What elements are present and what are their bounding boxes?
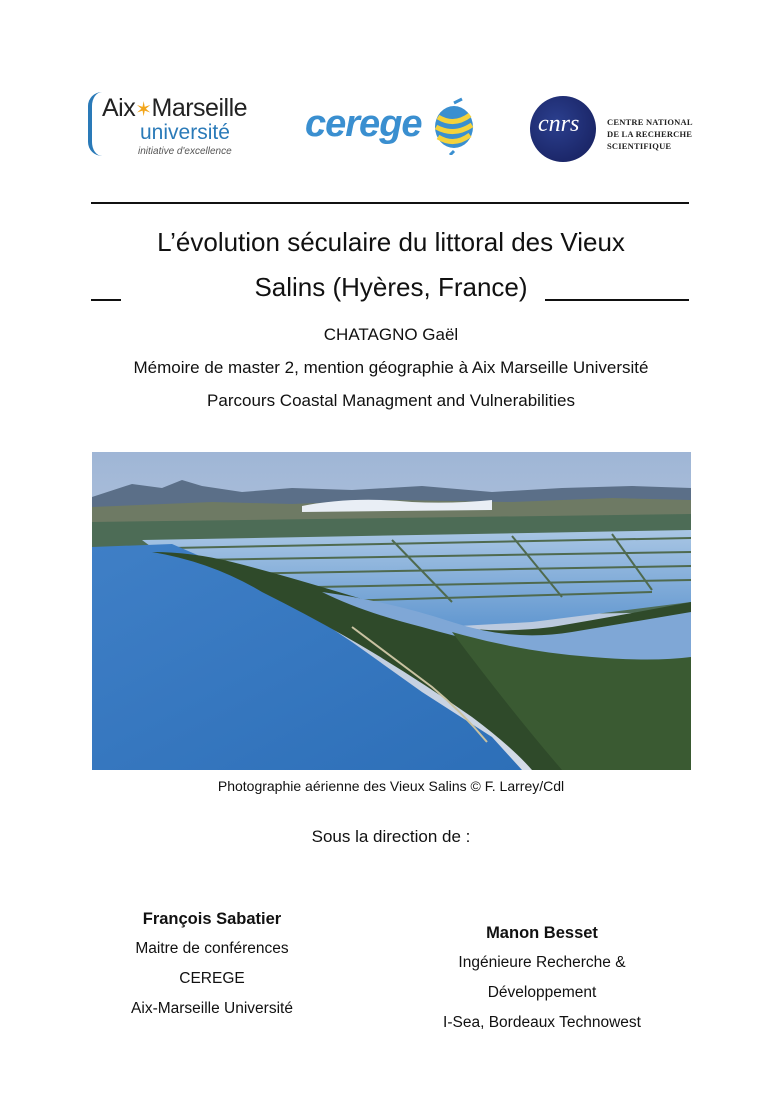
supervisor-1-institution: Aix-Marseille Université <box>131 1000 293 1017</box>
amu-bracket-mark <box>88 92 102 156</box>
program-track: Parcours Coastal Managment and Vulnerabilities <box>207 391 575 410</box>
supervisor-2-name: Manon Besset <box>486 924 598 942</box>
cnrs-logo-fullname: CENTRE NATIONAL DE LA RECHERCHE SCIENTIFIQUE <box>607 117 693 151</box>
supervisor-1-name: François Sabatier <box>142 910 282 928</box>
supervisor-2 <box>422 918 662 1038</box>
amu-logo-tagline: initiative d'excellence <box>138 146 232 157</box>
supervisor-2-title: Ingénieure Recherche & <box>458 954 626 971</box>
amu-logo-name: Aix✶Marseille <box>102 94 248 122</box>
author-name: CHATAGNO Gaël <box>323 325 459 344</box>
supervisor-2-institution: I-Sea, Bordeaux Technowest <box>443 1014 641 1031</box>
document-title-line1: L’évolution séculaire du littoral des Vieux <box>157 227 625 257</box>
supervisor-1-lab: CEREGE <box>179 970 245 987</box>
title-rule-bottom-right <box>545 299 689 301</box>
photo-caption: Photographie aérienne des Vieux Salins © F. Larrey/Cdl <box>217 778 565 794</box>
supervisor-1 <box>92 904 332 1024</box>
supervisor-2-title-cont: Développement <box>487 984 597 1001</box>
document-title-line2: Salins (Hyères, France) <box>254 272 528 302</box>
aix-marseille-logo <box>88 88 263 164</box>
title-rule-bottom-left <box>91 299 121 301</box>
cerege-logo <box>305 95 480 160</box>
cnrs-logo-mark: cnrs <box>538 111 580 137</box>
amu-logo-sub: université <box>140 121 230 144</box>
supervisor-1-title: Maitre de conférences <box>135 940 289 957</box>
cnrs-logo <box>530 96 700 166</box>
title-rule-top <box>91 202 689 204</box>
amu-star-icon: ✶ <box>135 99 152 121</box>
aerial-photo <box>92 452 691 770</box>
cerege-logo-text: cerege <box>305 103 422 145</box>
thesis-description: Mémoire de master 2, mention géographie à Aix Marseille Université <box>133 358 649 377</box>
cerege-globe-icon <box>430 97 478 155</box>
direction-label: Sous la direction de : <box>311 827 471 846</box>
